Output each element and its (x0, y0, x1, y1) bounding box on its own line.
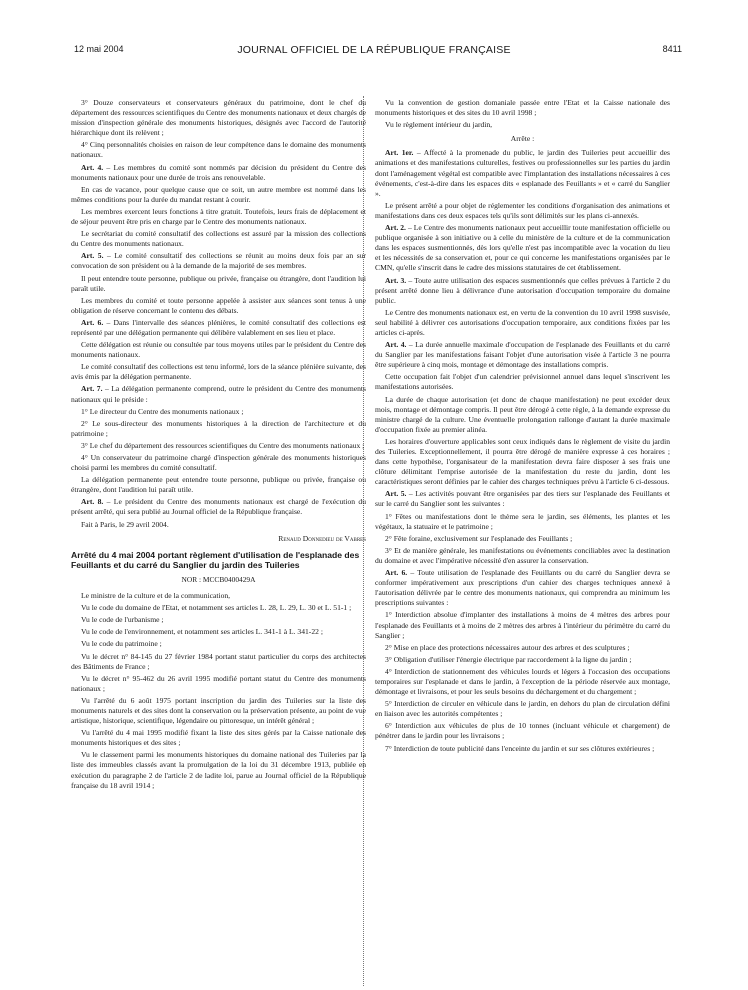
article-3 (375, 276, 670, 306)
paragraph: Le Centre des monuments nationaux est, en vertu de la convention du 10 avril 1998 susvisée, seul habilité à délivrer ces autorisations d'occupation temporaire, aux conditions fixées par les articles ci-après. (375, 307, 670, 337)
article-text: – Les activités pouvant être organisées par des tiers sur l'esplanade des Feuillants et sur le carré du Sanglier sont les suivantes : (375, 489, 670, 509)
visa: Vu le code de l'urbanisme ; (81, 615, 164, 625)
article-text: – Toute autre utilisation des espaces susmentionnés que celles prévues à l'article 2 du présent arrêté donne lieu à délivrance d'une autorisation d'occupation temporaire du domaine public. (375, 275, 670, 305)
paragraph: 4° Un conservateur du patrimoine chargé d'inspection générale des monuments historiques choisi parmi les membres du comité consultatif. (71, 453, 366, 473)
visa: Vu l'arrêté du 6 août 1975 portant inscription du jardin des Tuileries sur la liste des monuments naturels et des sites dont la conservation ou la préservation présente, au point de vue artistique, historique, scientifique, légendaire ou pittoresque, un intérêt général ; (71, 695, 366, 726)
article-text: – Le président du Centre des monuments nationaux est chargé de l'exécution du présent arrêté, qui sera publié au Journal officiel de la République française. (71, 497, 366, 517)
visa: Vu le code du domaine de l'Etat, et notamment ses articles L. 28, L. 29, L. 30 et L. 51-1 ; (81, 603, 352, 613)
paragraph: Les horaires d'ouverture applicables sont ceux indiqués dans le règlement de visite du jardin des Tuileries. Exceptionnellement, il pourra être dérogé de manière expresse à ces horaires ; dans cette hypothèse, l'organisateur de la manifestation devra faire disposer à ses frais une clôture délimitant l'emprise autorisée de la manifestation du reste du jardin, dont les caractéristiques seront définies par le cahier des charges techniques prévu à l'article 6 ci-dessous. (375, 436, 670, 487)
signature: Renaud Donnedieu de Vabres (278, 533, 366, 543)
article-6 (375, 568, 670, 608)
article-label: Art. 3. (385, 275, 407, 285)
article-1 (375, 148, 670, 198)
paragraph: 1° Le directeur du Centre des monuments nationaux ; (81, 406, 244, 416)
article-2 (375, 223, 670, 273)
paragraph: Le secrétariat du comité consultatif des collections est assuré par la mission des collections du Centre des monuments nationaux. (71, 229, 366, 249)
nor-reference: NOR : MCCB0400429A (181, 574, 256, 584)
article-label: Art. 5. (385, 489, 407, 499)
arrete-heading: Arrête : (510, 134, 535, 144)
paragraph: Les membres exercent leurs fonctions à titre gratuit. Toutefois, leurs frais de déplacement et de séjour peuvent être pris en charge par le Centre des monuments nationaux. (71, 206, 366, 227)
article-text: – Le comité consultatif des collections se réunit au moins deux fois par an sur convocation de son président ou à la demande de la majorité de ses membres. (71, 251, 366, 271)
article-8 (71, 497, 366, 517)
paragraph: 1° Fêtes ou manifestations dont le thème sera le jardin, ses éléments, les plantes et les végétaux, la statuaire et le patrimoine ; (375, 511, 670, 531)
article-6 (71, 318, 366, 338)
visa: Vu l'arrêté du 4 mai 1995 modifié fixant la liste des sites gérés par la Caisse nationale des monuments historiques et des sites ; (71, 728, 366, 748)
paragraph: 3° Obligation d'utiliser l'énergie électrique par raccordement à la ligne du jardin ; (385, 654, 632, 664)
article-text: – Toute utilisation de l'esplanade des Feuillants ou du carré du Sanglier devra se conformer impérativement aux prescriptions d'un cahier des charges techniques annexé à l'autorisation délivrée par le centre des monuments nationaux, qui comprendra au minimum les prescriptions suivantes : (375, 568, 670, 608)
article-label: Art. 5. (81, 251, 104, 261)
paragraph: 5° Interdiction de circuler en véhicule dans le jardin, en dehors du plan de circulation défini en liaison avec les autorités compétentes ; (375, 699, 670, 719)
article-label: Art. 8. (81, 497, 104, 507)
article-text: – La durée annuelle maximale d'occupation de l'esplanade des Feuillants et du carré du Sanglier par les manifestations faisant l'objet d'une autorisation visée à l'article 3 ne pourra être supérieure à cinq mois, montage et démontage des installations compris. (375, 340, 670, 370)
visa: Vu le règlement intérieur du jardin, (385, 120, 493, 130)
article-4 (71, 163, 366, 183)
article-label: Art. 2. (385, 223, 406, 233)
visa: Vu le classement parmi les monuments historiques du domaine national des Tuileries par la liste des immeubles classés avant la promulgation de la loi du 31 décembre 1913, publiée en exécution du paragraphe 2 de l'article 2 de ladite loi, parue au Journal officiel de la République française du 18 avril 1914 ; (71, 750, 366, 790)
paragraph: En cas de vacance, pour quelque cause que ce soit, un autre membre est nommé dans les mêmes conditions pour la durée du mandat restant à courir. (71, 184, 366, 204)
visa: Vu le code du patrimoine ; (81, 639, 162, 649)
visa: Vu le code de l'environnement, et notamment ses articles L. 341-1 à L. 341-22 ; (81, 627, 323, 637)
article-text: – Le Centre des monuments nationaux peut accueillir toute manifestation officielle ou publique organisée à son initiative ou à celle du ministère de la culture et de la communication dans les espaces susmentionnés, dès lors qu'elle n'est pas incompatible avec la vocation du lieu et les nécessités de sa conservation et, pour ce qui concerne les manifestations organisées par le CMN, qu'elle s'inscrit dans le cadre des missions statutaires de cet établissement. (375, 223, 670, 273)
article-7 (71, 384, 366, 404)
journal-title: JOURNAL OFFICIEL DE LA RÉPUBLIQUE FRANÇAISE (237, 44, 511, 56)
paragraph: Cette délégation est réunie ou consultée par tous moyens utiles par le président du Centre des monuments nationaux. (71, 340, 366, 360)
article-5 (71, 251, 366, 271)
article-label: Art. 7. (81, 384, 103, 394)
paragraph: 2° Mise en place des protections nécessaires autour des arbres et des sculptures ; (385, 642, 630, 652)
paragraph: 3° Douze conservateurs et conservateurs généraux du patrimoine, dont le chef du département des ressources scientifiques du Centre des monuments nationaux et deux chargés de mission d'inspection générale des monuments historiques, désignés avec l'accord de l'autorité hiérarchique dont ils relèvent ; (71, 98, 366, 138)
article-label: Art. 1er. (385, 148, 414, 158)
paragraph: Cette occupation fait l'objet d'un calendrier prévisionnel annuel dans lequel s'inscrivent les manifestations autorisées. (375, 372, 670, 392)
paragraph: 1° Interdiction absolue d'implanter des installations à moins de 4 mètres des arbres pour l'esplanade des Feuillants et à moins de 2 mètres des arbres à l'intérieur du périmètre du carré du Sanglier ; (375, 610, 670, 640)
article-5 (375, 489, 670, 509)
paragraph: 7° Interdiction de toute publicité dans l'enceinte du jardin et sur ses clôtures extérieures ; (385, 743, 655, 753)
paragraph: 3° Et de manière générale, les manifestations ou événements conciliables avec la destination du domaine et avec l'impérative nécessité d'en assurer la conservation. (375, 545, 670, 565)
article-label: Art. 6. (385, 568, 408, 578)
paragraph: 3° Le chef du département des ressources scientifiques du Centre des monuments nationaux ; (81, 440, 365, 450)
visa: Vu la convention de gestion domaniale passée entre l'Etat et la Caisse nationale des monuments historiques et des sites du 10 avril 1998 ; (375, 98, 670, 118)
paragraph: 4° Interdiction de stationnement des véhicules lourds et légers à l'occasion des occupations temporaires sur l'esplanade et dans le jardin, à l'exception de la période réservée aux montage, démontage et livraisons, et pour les seuls besoins du déchargement et du chargement ; (375, 666, 670, 697)
article-label: Art. 4. (385, 340, 407, 350)
paragraph: Il peut entendre toute personne, publique ou privée, française ou étrangère, dont l'audition lui paraît utile. (71, 273, 366, 293)
right-column (375, 98, 670, 756)
paragraph: Le comité consultatif des collections est tenu informé, lors de la séance plénière suivante, des avis émis par la délégation permanente. (71, 362, 366, 382)
article-text: – Dans l'intervalle des séances plénières, le comité consultatif des collections est représenté par une délégation permanente qui délibère valablement en ses lieu et place. (71, 317, 366, 337)
paragraph: La durée de chaque autorisation (et donc de chaque manifestation) ne peut excéder deux mois, montage et démontage compris. Il peut être dérogé à cette règle, à la demande expresse du ministre chargé de la culture. Une éventuelle prolongation rallonge d'autant la durée maximale d'occupation fixée au premier alinéa. (375, 394, 670, 434)
article-4 (375, 340, 670, 370)
page-header (0, 44, 748, 60)
paragraph: 4° Cinq personnalités choisies en raison de leur compétence dans le domaine des monuments nationaux. (71, 140, 366, 160)
article-text: – La délégation permanente comprend, outre le président du Centre des monuments nationaux qui le préside : (71, 384, 366, 404)
article-label: Art. 4. (81, 162, 104, 172)
paragraph: 6° Interdiction aux véhicules de plus de 10 tonnes (incluant véhicule et chargement) de pénétrer dans le jardin pour les livraisons ; (375, 721, 670, 741)
visa: Vu le décret n° 95-462 du 26 avril 1995 modifié portant statut du Centre des monuments nationaux ; (71, 673, 366, 693)
paragraph: 2° Le sous-directeur des monuments historiques à la direction de l'architecture et du patrimoine ; (71, 418, 366, 438)
header-date: 12 mai 2004 (74, 44, 124, 54)
paragraph: La délégation permanente peut entendre toute personne, publique ou privée, française ou étrangère, dont l'audition lui paraît utile. (71, 475, 366, 495)
article-text: – Affecté à la promenade du public, le jardin des Tuileries peut accueillir des animations et des manifestations culturelles, festives ou professionnelles sur les parties du jardin dont l'aménagement végétal est compatible avec l'implantation des installations nécessaires à ces événements, c'est-à-dire dans les espaces dits « esplanade des Feuillants » et « carré du Sanglier ». (375, 148, 671, 198)
visa: Vu le décret n° 84-145 du 27 février 1984 portant statut particulier du corps des architectes des Bâtiments de France ; (71, 651, 366, 671)
decree-title: Arrêté du 4 mai 2004 portant règlement d'utilisation de l'esplanade des Feuillants et du carré du Sanglier du jardin des Tuileries (71, 549, 360, 571)
article-label: Art. 6. (81, 317, 104, 327)
paragraph: 2° Fête foraine, exclusivement sur l'esplanade des Feuillants ; (385, 533, 573, 543)
paragraph: Les membres du comité et toute personne appelée à assister aux séances sont tenus à une obligation de réserve concernant le contenu des débats. (71, 295, 366, 315)
left-column (71, 98, 366, 793)
article-text: – Les membres du comité sont nommés par décision du président du Centre des monuments nationaux pour une durée de trois ans renouvelable. (71, 162, 366, 182)
paragraph: Le présent arrêté a pour objet de réglementer les conditions d'organisation des animations et manifestations dans ces deux espaces tels qu'ils sont délimités sur les plans ci-annexés. (375, 200, 670, 220)
place-date: Fait à Paris, le 29 avril 2004. (81, 519, 169, 529)
visa: Le ministre de la culture et de la communication, (81, 591, 231, 601)
page-number: 8411 (662, 44, 682, 54)
